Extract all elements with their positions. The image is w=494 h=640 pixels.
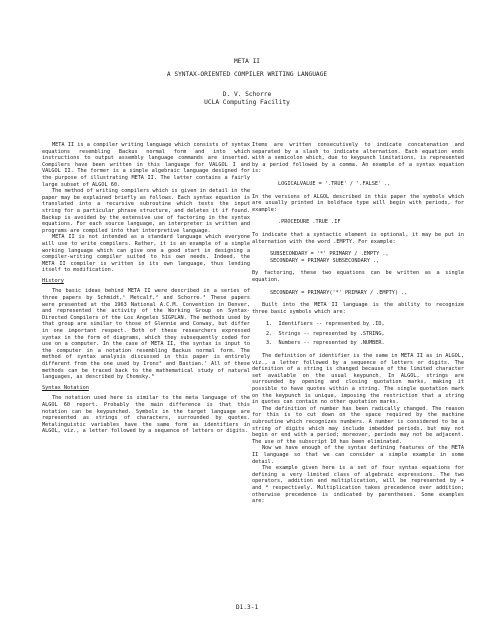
code-subsecondary: SUBSECONDARY = '*' PRIMARY / .EMPTY ., [270, 251, 389, 258]
history-heading: History [42, 277, 64, 284]
example-intro-paragraph: Now we have enough of the syntax defining features of the META II language so that we can consider a simple example in some detail. [252, 445, 464, 465]
right-column [252, 142, 464, 505]
concatenation-paragraph: Items are written consecutively to indicate concatenation and separated by a slash to indicate alternation. Each equation ends with a semicolon which, due to keypunch limitations, is represented by a period followed by a comma. An example of a syntax equation is: [252, 142, 464, 175]
page-number: D1.3-1 [235, 604, 259, 611]
example-paragraph: The example given here is a set of four syntax equations for defining a very limited class of algebraic expressions. The two operators, addition and multiplication, will be represented by + and * respectively. Multiplication takes precedence over addition; otherwise precedence is indicated by parentheses. Some examples are: [252, 465, 464, 505]
code-keywords: .PROCEDURE .TRUE .IF [278, 219, 341, 226]
basic-symbols-paragraph: Built into the META II language is the ability to recognize three basic symbols which are: [252, 302, 464, 315]
list-item: 2. Strings -- represented by .STRING, [266, 330, 385, 337]
number-paragraph: The definition of number has been radically changed. The reason for this is to cut down on the space required by the machine subroutine which recognizes numbers. A number is considered to be a string of digits which may include imbedded periods, but may not begin or end with a period; moreover, periods may not be adjacent. The use of the subscript 10 has been eliminated. [252, 405, 464, 445]
code-factored: SECONDARY = PRIMARY('*' PRIMARY / .EMPTY) ., [270, 289, 408, 296]
abstract-paragraph: META II is a compiler writing language which consists of syntax equations resembling Backus normal form and into which instructions to output assembly language commands are inserted. Compilers have been written in this language for VALGOL I and VALGOL II. The former is a simple algebraic language designed for the purpose of illustrating META II. The latter contains a fairly large subset of ALGOL 60. [42, 142, 250, 188]
optional-paragraph: To indicate that a syntactic element is optional, it may be put in alternation with the word .EMPTY. For example: [252, 231, 464, 245]
syntax-notation-heading: Syntax Notation [42, 384, 89, 391]
list-item: 3. Numbers -- represented by .NUMBER. [266, 340, 385, 347]
list-item: 1. Identifiers -- represented by .ID, [266, 321, 385, 328]
paper-title: META II [233, 58, 261, 65]
identifier-paragraph: The definition of identifier is the same in META II as in ALGOL, viz., a letter followed by a sequence of letters or digits. The definition of a string is changed because of the limited character set available on the usual keypunch. In ALGOL, strings are surrounded by opening and closing quotation marks, making it possible to have quotes within a string. The single quotation mark on the keypunch is unique, imposing the restriction that a string in quotes can contain no other quotation marks. [252, 353, 464, 406]
author-name: D. V. Schorre [222, 91, 272, 98]
code-secondary: SECONDARY = PRIMARY SUBSECONDARY ., [270, 257, 380, 264]
left-column [42, 142, 250, 435]
notation-paragraph: The notation used here is similar to the meta language of the ALGOL 60 report. Probably the main difference is that this notation can be keypunched. Symbols in the target language are represented as strings of characters, surrounded by quotes. Metalinguistic variables have the same form as identifiers in ALGOL, viz., a letter followed by a sequence of letters or digits. [42, 395, 250, 435]
purpose-paragraph: META II is not intended as a standard language which everyone will use to write compilers. Rather, it is an example of a simple working language which can give one a good start in designing a compiler-writing compiler suited to his own needs. Indeed, the META II compiler is written in its own language, thus lending itself to modification. [42, 234, 250, 274]
author-affiliation: UCLA Computing Facility [204, 99, 290, 106]
boldface-paragraph: In the versions of ALGOL described in this paper the symbols which are usually printed in boldface type will begin with periods, for example: [252, 193, 464, 213]
method-paragraph: The method of writing compilers which is given in detail in the paper may be explained briefly as follows. Each syntax equation is translated into a recursive subroutine which tests the input string for a particular phrase structure, and deletes it if found. Backup is avoided by the extensive use of factoring in the syntax equations. For each source language, an interpreter is written and programs are compiled into that interpretive language. [42, 188, 250, 234]
code-logicalvalue: LOGICALVALUE = '.TRUE' / '.FALSE' ., [278, 180, 391, 187]
history-paragraph: The basic ideas behind META II were described in a series of three papers by Schmidt,¹ Metcalf,² and Schorre.³ These papers were presented at the 1963 National A.C.M. Convention in Denver, and represented the activity of the Working Group on Syntax-Directed Compilers of the Los Angeles SIGPLAN. The methods used by that group are similar to those of Glennie and Conway, but differ in one important respect. Both of these researchers expressed syntax in the form of diagrams, which they subsequently coded for use on a computer. In the case of META II, the syntax is input to the computer in a notation resembling Backus normal form. The method of syntax analysis discussed in this paper is entirely different from the one used by Irons⁶ and Bastian.⁷ All of these methods can be traced back to the mathematical study of natural languages, as described by Chomsky.⁸ [42, 288, 250, 381]
factoring-paragraph: By factoring, these two equations can be written as a single equation. [252, 270, 464, 283]
paper-subtitle: A SYNTAX-ORIENTED COMPILER WRITING LANGUAGE [166, 71, 328, 78]
